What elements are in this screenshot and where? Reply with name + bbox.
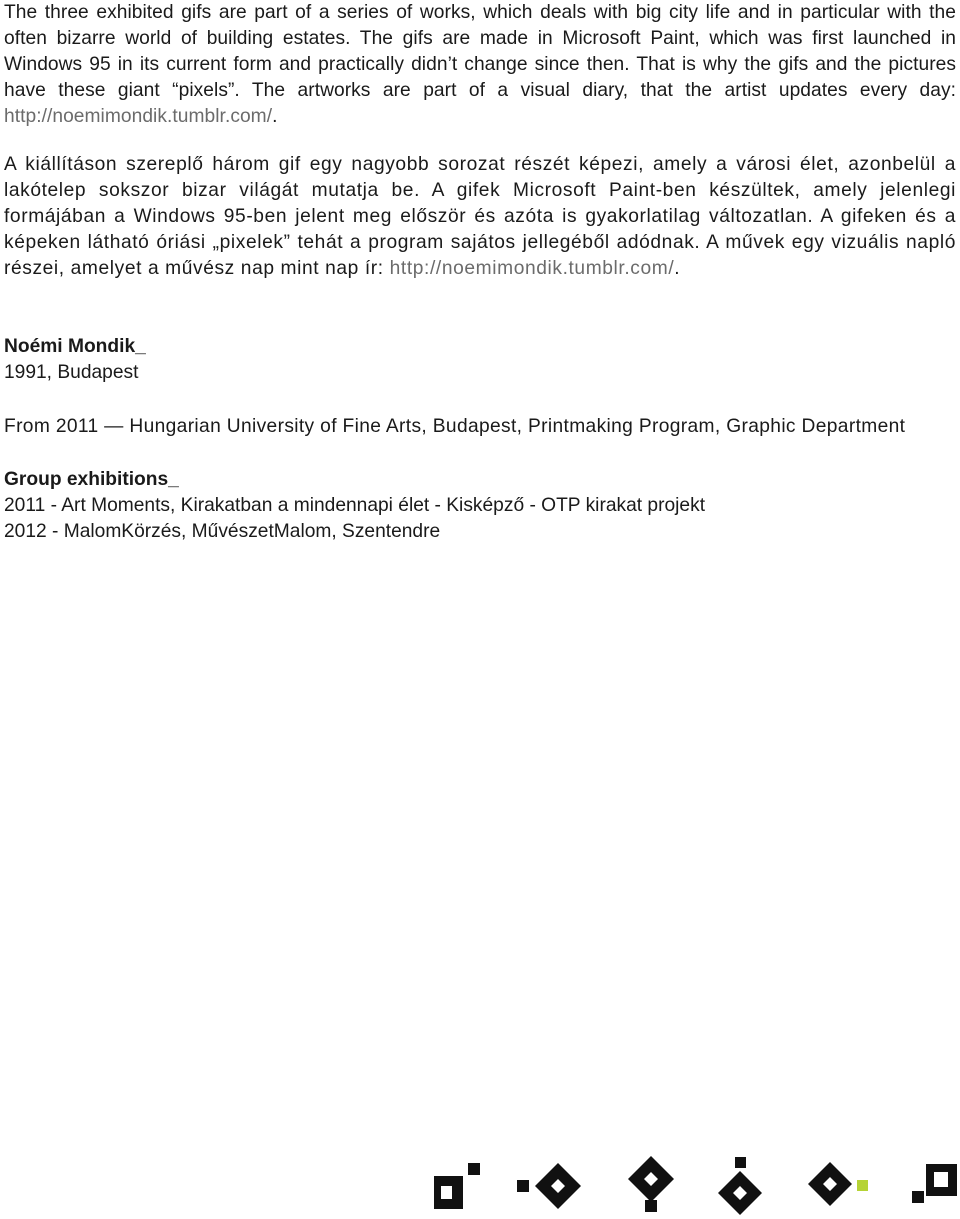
exhibition-item: 2011 - Art Moments, Kirakatban a mindennapi élet - Kisképző - OTP kirakat projekt (4, 495, 706, 516)
logo-glyph-square-alt (912, 1164, 957, 1203)
intro-english-end: . (272, 106, 278, 127)
exhibition-item: 2012 - MalomKörzés, MűvészetMalom, Szentendre (4, 521, 441, 542)
logo-glyph-diamond-dot (718, 1157, 762, 1215)
intro-english-paragraph (4, 0, 956, 130)
artist-section (4, 334, 956, 386)
logo-glyph-diamond-accent (808, 1162, 868, 1206)
intro-english-link[interactable]: http://noemimondik.tumblr.com/ (4, 106, 273, 127)
document-page (4, 0, 956, 545)
artist-birth: 1991, Budapest (4, 362, 139, 383)
logo-glyph-square (434, 1163, 480, 1209)
artist-name: Noémi Mondik_ (4, 336, 146, 357)
education-section (4, 414, 956, 440)
logo-glyph-diamond-tail (628, 1156, 674, 1212)
intro-english-text: The three exhibited gifs are part of a series of works, which deals with big city life and in particular with the often bizarre world of building estates. The gifs are made in Microsoft Paint, which was first launched in Windows 95 in its current form and practically didn’t change since then. That is why the gifs and the pictures have these giant “pixels”. The artworks are part of a visual diary, that the artist updates every day: (4, 2, 956, 101)
group-exhibitions-section (4, 467, 956, 545)
intro-hungarian-end: . (674, 258, 681, 279)
logo-glyph-diamond (517, 1163, 581, 1209)
education-line: From 2011 — Hungarian University of Fine Arts, Budapest, Printmaking Program, Graphic Department (4, 416, 906, 437)
logo-accent-dot (857, 1180, 868, 1191)
group-exhibitions-heading: Group exhibitions_ (4, 469, 179, 490)
intro-hungarian-text: A kiállításon szereplő három gif egy nagyobb sorozat részét képezi, amely a városi élet, azonbelül a lakótelep sokszor bizar világát mutatja be. A gifek Microsoft Paint-ben készültek, amely jelenlegi formájában a Windows 95-ben jelent meg először és azóta is gyakorlatilag változatlan. A gifeken és a képeken látható óriási „pixelek” tehát a program sajátos jellegéből adódnak. A művek egy vizuális napló részei, amelyet a művész nap mint nap ír: (4, 154, 956, 279)
intro-hungarian-link[interactable]: http://noemimondik.tumblr.com/ (389, 258, 675, 279)
intro-hungarian-paragraph (4, 152, 956, 282)
